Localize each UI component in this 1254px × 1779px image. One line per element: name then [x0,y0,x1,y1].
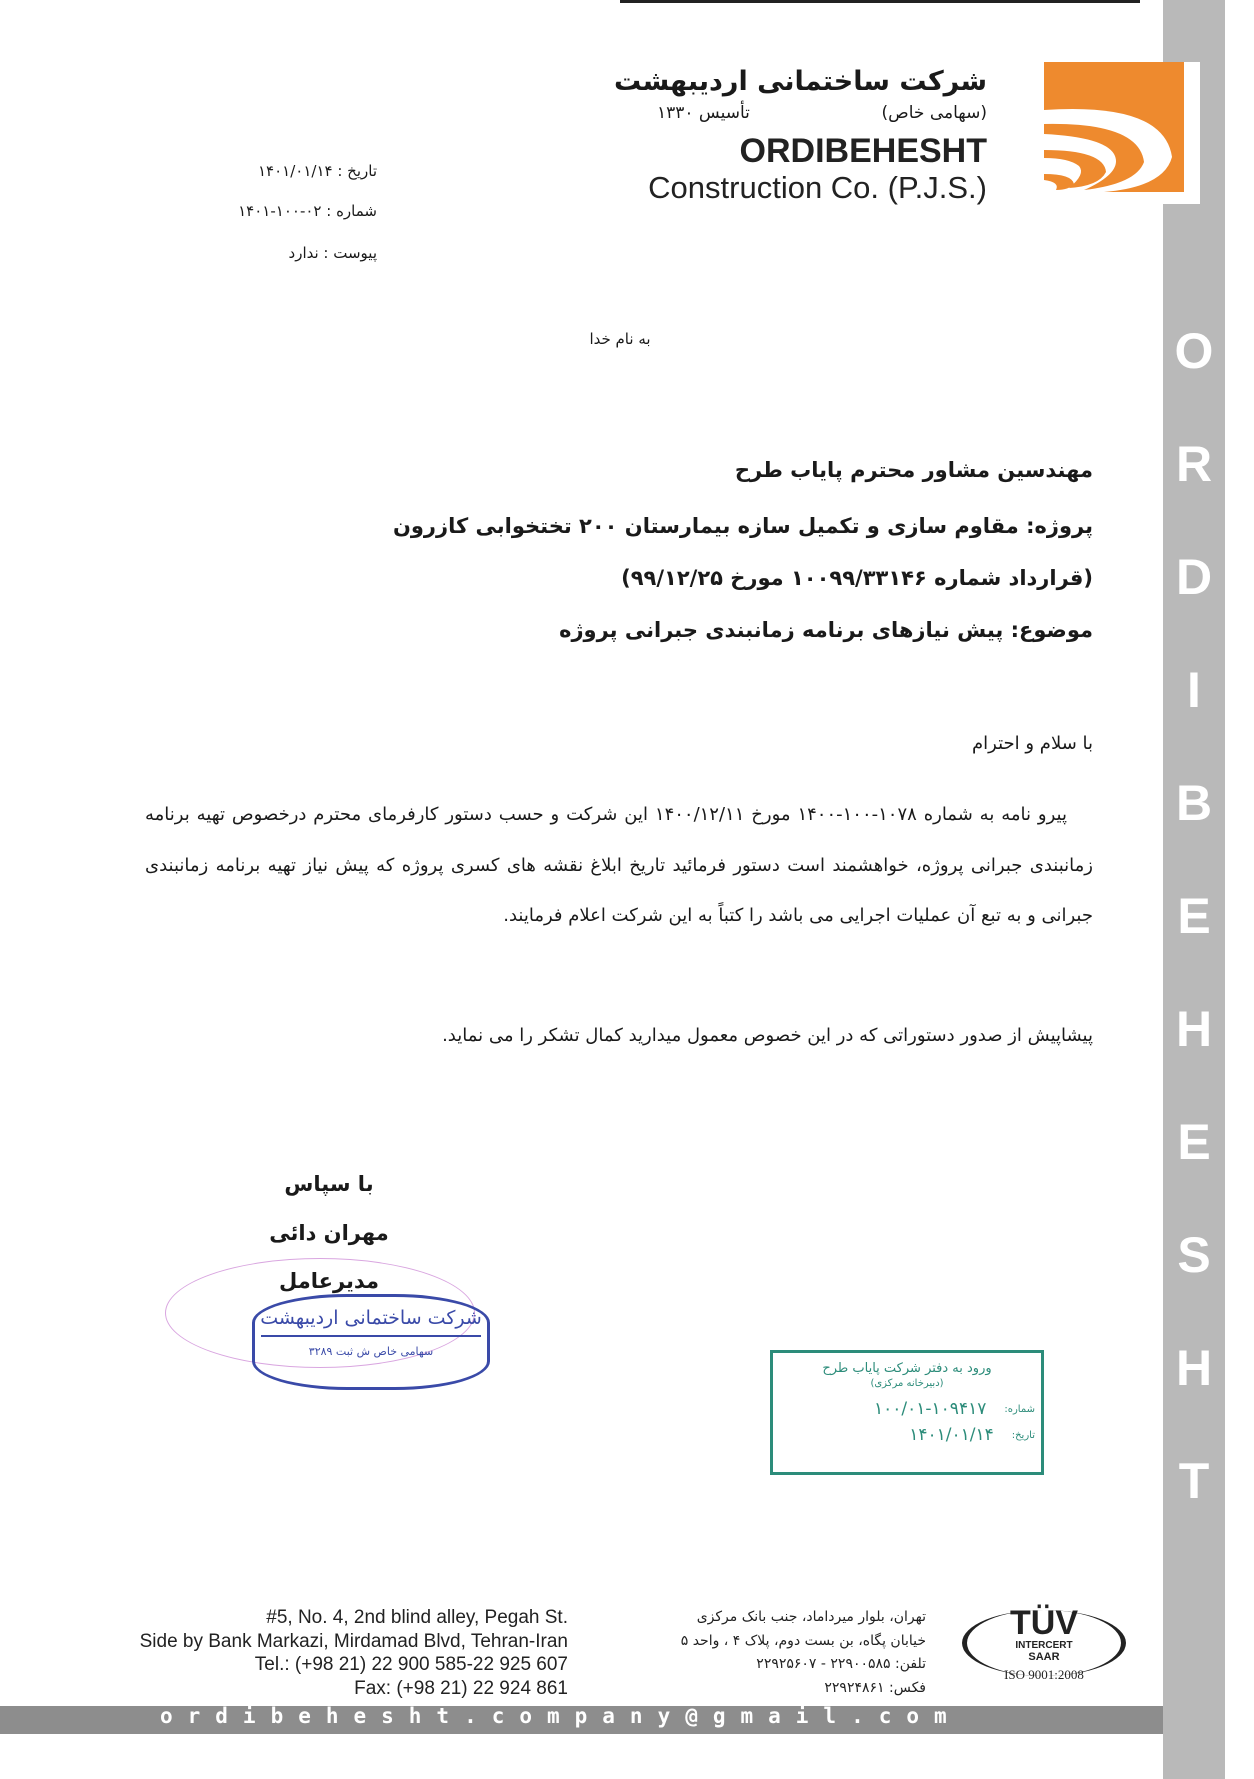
band-letter: O [1174,323,1214,379]
band-letter: I [1187,662,1201,718]
address-en-line: Side by Bank Markazi, Mirdamad Blvd, Tehran-Iran [139,1630,568,1652]
fax-fa: فکس: ۲۲۹۲۴۸۶۱ [824,1679,926,1696]
project-line: پروژه: مقاوم سازی و تکمیل سازه بیمارستان ۲۰۰ تختخوابی کازرون [392,514,1093,538]
fax-en: Fax: (+98 21) 22 924 861 [354,1677,568,1699]
address-fa [681,1606,926,1700]
signatory-name: مهران دائی [269,1221,389,1245]
letter-attachment: پیوست : ندارد [288,244,377,262]
recipient: مهندسین مشاور محترم پایاب طرح [734,458,1093,482]
tuv-certification-logo [962,1606,1126,1698]
seal-text: شرکت ساختمانی اردیبهشت [260,1307,482,1329]
company-subtitle [657,103,987,123]
subject-line: موضوع: پیش نیازهای برنامه زمانبندی جبرانی پروژه [559,618,1093,642]
receipt-number: ۱۰۰/۰۱-۱۰۹۴۱۷ [874,1399,987,1419]
company-name-en-sub: Construction Co. (P.J.S.) [648,170,987,205]
company-seal [252,1294,490,1390]
letter-date: تاریخ : ۱۴۰۱/۰۱/۱۴ [258,162,377,180]
company-name-en: ORDIBEHESHT [739,132,987,170]
company-logo [1044,62,1200,204]
letter-number: شماره : ۰۲-۱۰۰-۱۴۰۱ [238,202,377,220]
band-letter: S [1177,1227,1211,1283]
receipt-date: ۱۴۰۱/۰۱/۱۴ [909,1425,994,1445]
company-name-fa: شرکت ساختمانی اردیبهشت [614,66,987,97]
signatory-title: مدیرعامل [278,1269,380,1293]
company-type: (سهامی خاص) [881,103,987,123]
scan-edge-line [620,0,1140,3]
address-en [140,1606,568,1700]
band-letter: H [1175,1340,1213,1396]
body-paragraph: پیرو نامه به شماره ۱۰۷۸-۱۰۰-۱۴۰۰ مورخ ۱۴۰۰/۱۲/۱۱ این شرکت و حسب دستور کارفرمای محترم درخصوص تهیه برنامه زمانبندی جبرانی پروژه، خواهشمند است دستور فرمائید تاریخ ابلاغ نقشه های کسری پروژه که پیش نیاز تهیه برنامه زمانبندی جبرانی و به تبع آن عملیات اجرایی می باشد را کتباً به این شرکت اعلام فرمایند. [145,804,1093,926]
band-letter: T [1178,1453,1210,1509]
contract-line: (قرارداد شماره ۱۰۰۹۹/۳۳۱۴۶ مورخ ۹۹/۱۲/۲۵) [621,566,1093,590]
band-letter: E [1177,1114,1211,1170]
phone-en: Tel.: (+98 21) 22 900 585-22 925 607 [254,1654,568,1675]
founded-year: تأسیس ۱۳۳۰ [657,103,750,123]
seal-registration: سهامی خاص ش ثبت ۳۲۸۹ [308,1345,434,1358]
receipt-header: ورود به دفتر شرکت پایاب طرح [822,1361,992,1376]
address-fa-line: تهران، بلوار میرداماد، جنب بانک مرکزی [696,1609,926,1625]
band-letter: B [1175,775,1213,831]
receipt-number-label: شماره: [1004,1403,1035,1415]
tuv-intercert: INTERCERT [1015,1640,1073,1651]
phone-fa: تلفن: ۲۲۹۰۰۵۸۵ - ۲۲۹۲۵۶۰۷ [756,1656,926,1672]
invocation: به نام خدا [589,330,651,348]
signature-closing: با سپاس [284,1172,374,1196]
band-letter: D [1175,549,1213,605]
tuv-mark: TÜV [1010,1604,1078,1642]
receipt-date-label: تاریخ: [1011,1429,1035,1441]
side-brand-band [1163,0,1225,1779]
band-letter: R [1175,436,1213,492]
greeting: با سلام و احترام [972,733,1093,754]
band-letter: H [1175,1001,1213,1057]
receipt-subheader: (دبیرخانه مرکزی) [870,1378,944,1389]
address-fa-line: خیابان پگاه، بن بست دوم، پلاک ۴ ، واحد ۵ [680,1632,926,1649]
iso-standard: ISO 9001:2008 [1004,1667,1084,1682]
company-email[interactable]: ordibehesht.company@gmail.com [160,1704,962,1728]
band-letter: E [1177,888,1211,944]
closing-paragraph: پیشاپیش از صدور دستوراتی که در این خصوص معمول میدارید کمال تشکر را می نماید. [442,1025,1093,1046]
tuv-saar: SAAR [1028,1651,1060,1663]
address-en-line: #5, No. 4, 2nd blind alley, Pegah St. [266,1607,568,1628]
receipt-stamp [770,1350,1044,1475]
